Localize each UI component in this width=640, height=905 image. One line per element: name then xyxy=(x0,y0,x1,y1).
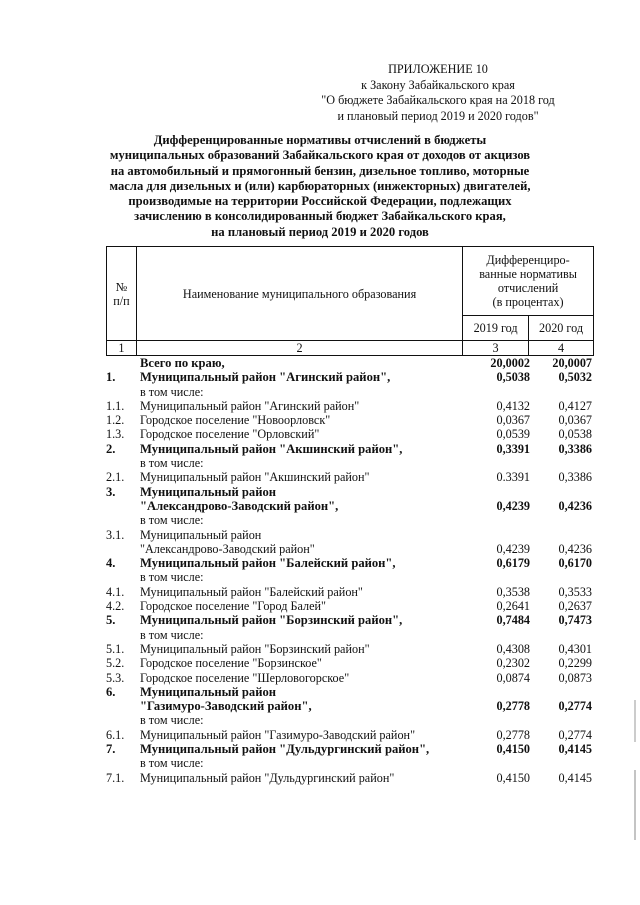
row-value-2019: 0,2641 xyxy=(496,599,530,614)
row-number: 4. xyxy=(106,556,116,571)
row-number: 5.1. xyxy=(106,641,125,656)
table-row xyxy=(106,528,596,542)
row-value-2020 xyxy=(530,756,592,770)
row-value-2019 xyxy=(460,628,530,642)
row-number xyxy=(106,356,140,370)
row-value-2020: 0,0873 xyxy=(558,670,592,685)
row-value-2020: 0,4127 xyxy=(558,398,592,413)
row-number xyxy=(106,699,140,713)
row-name: Муниципальный район "Агинский район", xyxy=(140,370,391,385)
row-value-2019: 0,0539 xyxy=(496,427,530,442)
row-value-2019 xyxy=(460,513,530,527)
appendix-law-title-line1: "О бюджете Забайкальского края на 2018 год xyxy=(321,93,555,107)
row-value-2020: 0,3533 xyxy=(558,584,592,599)
title-line: масла для дизельных и (или) карбюраторных (инжекторных) двигателей, xyxy=(109,178,531,193)
row-value-2019: 0,2778 xyxy=(496,699,530,714)
row-value-2020 xyxy=(530,628,592,642)
row-number: 6.1. xyxy=(106,727,125,742)
table-row xyxy=(106,485,596,499)
table-body xyxy=(106,356,596,785)
row-value-2020 xyxy=(530,570,592,584)
title-line: производимые на территории Российской Федерации, подлежащих xyxy=(128,194,512,209)
row-value-2020: 0,0538 xyxy=(558,427,592,442)
row-name: Городское поселение "Новоорловск" xyxy=(140,413,331,428)
row-value-2019: 0,3538 xyxy=(496,584,530,599)
row-value-2020: 0,4236 xyxy=(558,541,592,556)
row-value-2019: 0,4132 xyxy=(496,398,530,413)
title-line: Дифференцированные нормативы отчислений в бюджеты xyxy=(153,133,487,147)
title-line: муниципальных образований Забайкальского края от доходов от акцизов xyxy=(109,148,531,163)
table-row xyxy=(106,456,596,470)
table-row xyxy=(106,399,596,413)
row-name: Городское поселение "Город Балей" xyxy=(140,599,327,614)
row-name: в том числе: xyxy=(140,456,204,471)
row-value-2019 xyxy=(460,756,530,770)
row-value-2019: 0,2302 xyxy=(496,656,530,671)
row-number xyxy=(106,713,140,727)
row-number: 7.1. xyxy=(106,770,125,785)
row-value-2020 xyxy=(530,513,592,527)
title-line: зачислению в консолидированный бюджет Забайкальского края, xyxy=(134,209,506,224)
row-number xyxy=(106,385,140,399)
row-name: Городское поселение "Орловский" xyxy=(140,427,320,442)
row-name: в том числе: xyxy=(140,756,204,771)
header-index-2: 2 xyxy=(136,341,462,356)
table-row xyxy=(106,556,596,570)
table-row xyxy=(106,585,596,599)
table-row xyxy=(106,699,596,713)
table-row xyxy=(106,470,596,484)
row-name: Муниципальный район "Агинский район" xyxy=(140,398,360,413)
row-name: Городское поселение "Борзинское" xyxy=(140,656,322,671)
row-value-2020: 0,4145 xyxy=(558,770,592,785)
table-row xyxy=(106,356,596,370)
table-row xyxy=(106,499,596,513)
row-value-2020: 0,5032 xyxy=(558,370,592,385)
row-name: Муниципальный район xyxy=(140,527,262,542)
row-value-2019: 0,7484 xyxy=(496,613,530,628)
row-name: Муниципальный район "Дульдургинский район", xyxy=(140,742,430,757)
row-value-2020 xyxy=(530,685,592,699)
header-col-norms: Дифференциро- ванные нормативы отчислений (в процентах) xyxy=(463,247,594,316)
table-row xyxy=(106,728,596,742)
row-value-2020: 0,2637 xyxy=(558,599,592,614)
title-line: на плановый период 2019 и 2020 годов xyxy=(211,224,429,239)
row-value-2020 xyxy=(530,713,592,727)
row-name: Муниципальный район "Балейский район", xyxy=(140,556,396,571)
header-index-3: 3 xyxy=(463,341,529,356)
row-number: 2.1. xyxy=(106,470,125,485)
row-name: Муниципальный район xyxy=(140,484,277,499)
row-value-2020: 0,4236 xyxy=(558,498,592,513)
row-value-2020 xyxy=(530,385,592,399)
table-row xyxy=(106,756,596,770)
table-row xyxy=(106,628,596,642)
table-row xyxy=(106,771,596,785)
row-value-2020 xyxy=(530,485,592,499)
row-number: 3. xyxy=(106,484,116,499)
appendix-header xyxy=(288,62,588,124)
row-number: 7. xyxy=(106,742,116,757)
row-value-2020: 20,0007 xyxy=(552,356,592,370)
row-value-2020 xyxy=(530,456,592,470)
row-value-2019 xyxy=(460,456,530,470)
row-value-2020: 0,6170 xyxy=(558,556,592,571)
row-number: 1.1. xyxy=(106,398,125,413)
document-title xyxy=(90,133,550,240)
row-value-2020: 0,2774 xyxy=(558,727,592,742)
header-col-name: Наименование муниципального образования xyxy=(136,247,462,341)
table-row xyxy=(106,427,596,441)
table-row xyxy=(106,656,596,670)
row-name: Муниципальный район "Балейский район" xyxy=(140,584,363,599)
table-header xyxy=(106,246,594,356)
table-row xyxy=(106,370,596,384)
table-row xyxy=(106,742,596,756)
table-row xyxy=(106,413,596,427)
row-value-2019: 0,4239 xyxy=(496,498,530,513)
table-row xyxy=(106,671,596,685)
row-value-2019: 0,4308 xyxy=(496,641,530,656)
header-col-number: № п/п xyxy=(107,247,137,341)
table-row xyxy=(106,542,596,556)
row-number xyxy=(106,756,140,770)
row-value-2020: 0,4301 xyxy=(558,641,592,656)
row-name: "Газимуро-Заводский район", xyxy=(140,699,312,714)
row-number: 1.2. xyxy=(106,413,125,428)
row-value-2019 xyxy=(460,528,530,542)
header-index-1: 1 xyxy=(107,341,137,356)
row-value-2020: 0,2299 xyxy=(558,656,592,671)
row-number xyxy=(106,513,140,527)
appendix-law-line: к Закону Забайкальского края xyxy=(361,77,515,92)
row-value-2019: 0,5038 xyxy=(496,370,530,385)
appendix-law-title-line2: и плановый период 2019 и 2020 годов" xyxy=(337,108,539,123)
header-year-2020: 2020 год xyxy=(529,316,594,341)
table-row xyxy=(106,385,596,399)
row-name: в том числе: xyxy=(140,570,204,585)
row-name: Муниципальный район "Борзинский район", xyxy=(140,613,403,628)
row-value-2019: 0,4150 xyxy=(496,742,530,757)
row-value-2019: 0,4239 xyxy=(496,541,530,556)
row-name: "Александрово-Заводский район" xyxy=(140,541,315,556)
row-value-2019 xyxy=(460,685,530,699)
table-row xyxy=(106,642,596,656)
row-number: 5.3. xyxy=(106,670,125,685)
table-row xyxy=(106,599,596,613)
row-number xyxy=(106,499,140,513)
row-number: 2. xyxy=(106,441,116,456)
row-number: 1. xyxy=(106,370,116,385)
row-name: Всего по краю, xyxy=(140,356,225,370)
row-name: в том числе: xyxy=(140,384,204,399)
row-number: 5.2. xyxy=(106,656,125,671)
row-value-2019: 0,2778 xyxy=(496,727,530,742)
header-year-2019: 2019 год xyxy=(463,316,529,341)
row-value-2019: 0.3391 xyxy=(496,470,530,485)
row-value-2020: 0,2774 xyxy=(558,699,592,714)
table-row xyxy=(106,442,596,456)
table-row xyxy=(106,713,596,727)
row-value-2020: 0,3386 xyxy=(558,441,592,456)
row-name: Муниципальный район "Акшинский район" xyxy=(140,470,370,485)
scan-edge-mark xyxy=(634,700,636,840)
row-number xyxy=(106,542,140,556)
row-number: 1.3. xyxy=(106,427,125,442)
row-value-2019 xyxy=(460,713,530,727)
row-value-2020: 0,7473 xyxy=(558,613,592,628)
row-name: Муниципальный район "Борзинский район" xyxy=(140,641,370,656)
row-number: 6. xyxy=(106,684,116,699)
header-index-4: 4 xyxy=(529,341,594,356)
row-value-2019 xyxy=(460,485,530,499)
row-name: в том числе: xyxy=(140,627,204,642)
table-row xyxy=(106,685,596,699)
row-name: в том числе: xyxy=(140,513,204,528)
row-number: 4.2. xyxy=(106,599,125,614)
row-number: 4.1. xyxy=(106,584,125,599)
row-value-2019 xyxy=(460,570,530,584)
table-row xyxy=(106,513,596,527)
row-name: в том числе: xyxy=(140,713,204,728)
row-value-2019: 0,0367 xyxy=(496,413,530,428)
row-name: "Александрово-Заводский район", xyxy=(140,498,339,513)
row-number xyxy=(106,570,140,584)
row-number: 5. xyxy=(106,613,116,628)
row-name: Муниципальный район "Дульдургинский район" xyxy=(140,770,395,785)
row-value-2019: 20,0002 xyxy=(490,356,530,370)
row-name: Муниципальный район xyxy=(140,684,277,699)
row-value-2020: 0,4145 xyxy=(558,742,592,757)
appendix-number: ПРИЛОЖЕНИЕ 10 xyxy=(388,62,488,76)
row-number: 3.1. xyxy=(106,527,125,542)
row-name: Городское поселение "Шерловогорское" xyxy=(140,670,350,685)
row-value-2019: 0,0874 xyxy=(496,670,530,685)
table-row xyxy=(106,570,596,584)
row-value-2020: 0,3386 xyxy=(558,470,592,485)
row-value-2019 xyxy=(460,385,530,399)
row-value-2020 xyxy=(530,528,592,542)
row-name: Муниципальный район "Акшинский район", xyxy=(140,441,403,456)
title-line: на автомобильный и прямогонный бензин, дизельное топливо, моторные xyxy=(110,163,530,178)
row-value-2019: 0,3391 xyxy=(496,441,530,456)
row-name: Муниципальный район "Газимуро-Заводский район" xyxy=(140,727,416,742)
row-value-2019: 0,4150 xyxy=(496,770,530,785)
table-row xyxy=(106,613,596,627)
row-value-2019: 0,6179 xyxy=(496,556,530,571)
row-value-2020: 0,0367 xyxy=(558,413,592,428)
row-number xyxy=(106,628,140,642)
row-number xyxy=(106,456,140,470)
